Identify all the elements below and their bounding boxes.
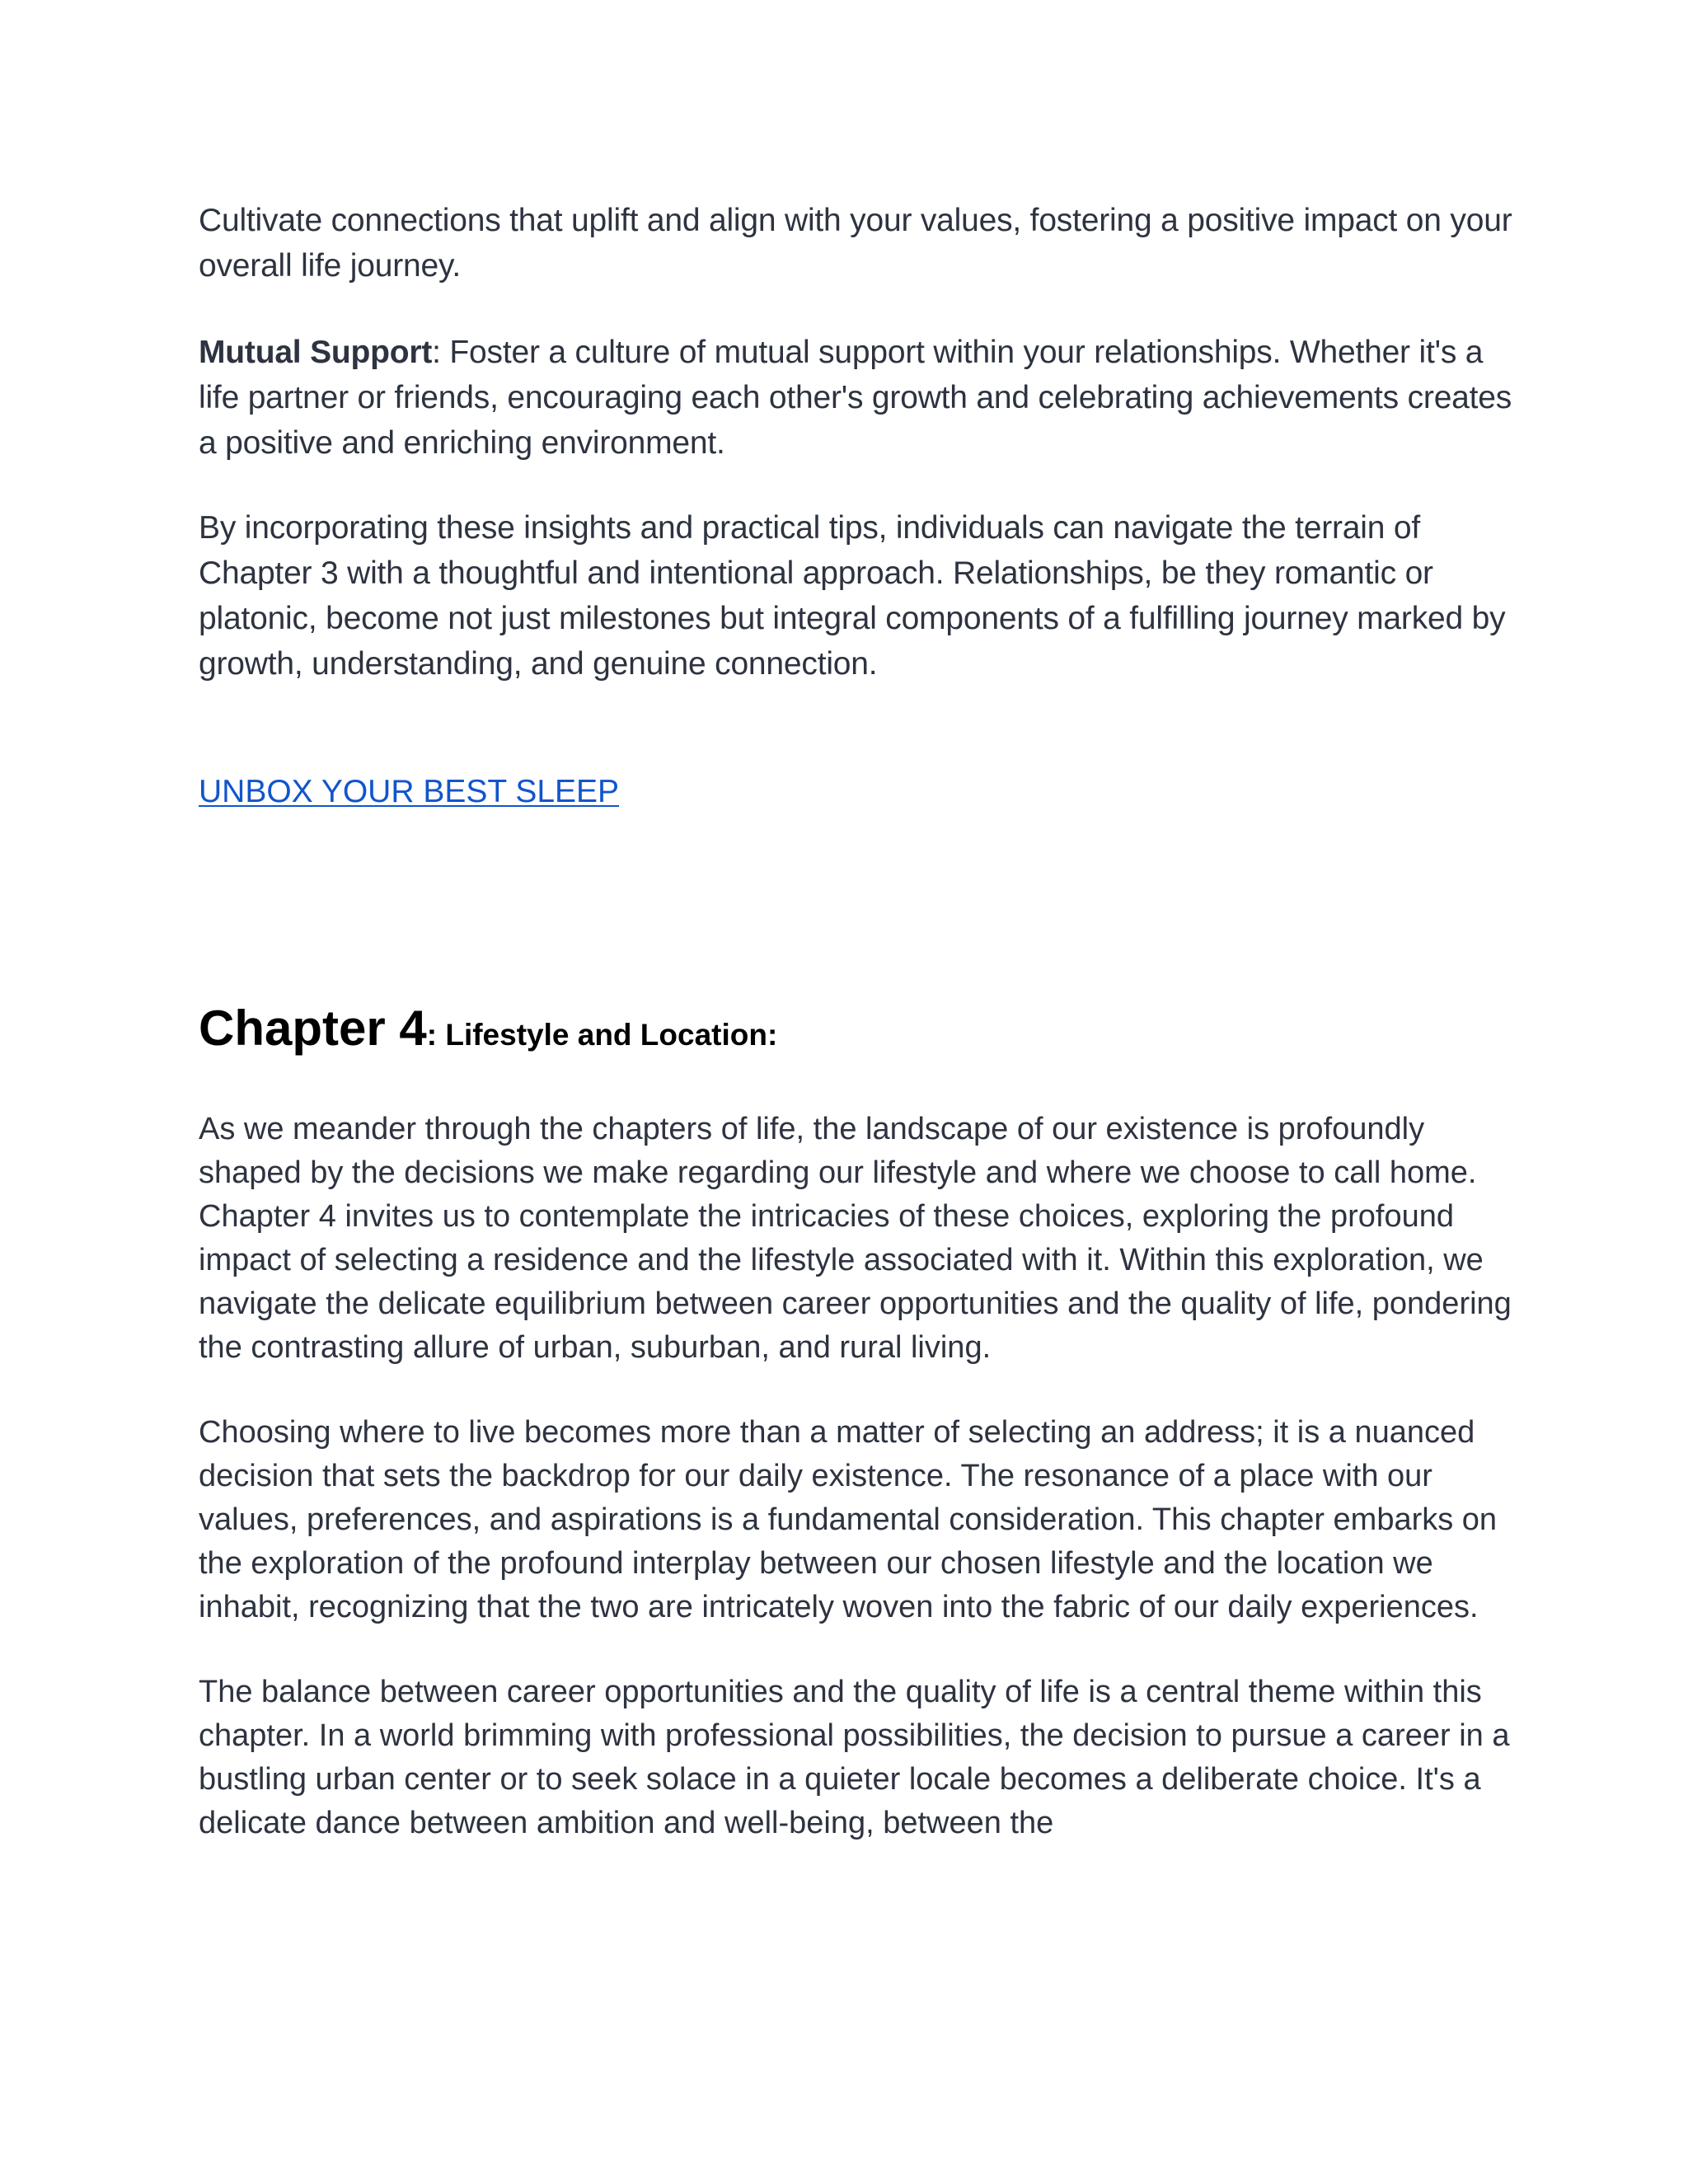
conclusion-paragraph: By incorporating these insights and practical tips, individuals can navigate the terrain of Chapter 3 with a thoughtful and intentional approach. Relationships, be they romantic or platonic, become not just milestones but integral components of a fulfilling journey marked by growth, understanding, and genuine connection. [199,510,1506,682]
mutual-support-text: : Foster a culture of mutual support within your relationships. Whether it's a life partner or friends, encouraging each other's growth and celebrating achievements creates a positive and enriching environment. [199,335,1512,461]
mutual-support-paragraph [199,330,1517,466]
chapter-paragraph: As we meander through the chapters of life, the landscape of our existence is profoundly shaped by the decisions we make regarding our lifestyle and where we choose to call home. Chapter 4 invites us to contemplate the intricacies of these choices, exploring the profound impact of selecting a residence and the lifestyle associated with it. Within this exploration, we navigate the delicate equilibrium between career opportunities and the quality of life, pondering the contrasting allure of urban, suburban, and rural living. [199,1112,1512,1365]
chapter-heading [199,996,1517,1075]
promo-link-container [199,769,1517,814]
page-content [199,198,1517,1845]
chapter-number: Chapter 4 [199,1001,427,1056]
mutual-support-term: Mutual Support [199,335,433,370]
intro-paragraph: Cultivate connections that uplift and align with your values, fostering a positive impact on your overall life journey. [199,203,1512,284]
chapter-paragraph: The balance between career opportunities and the quality of life is a central theme within this chapter. In a world brimming with professional possibilities, the decision to pursue a career in a bustling urban center or to seek solace in a quieter locale becomes a deliberate choice. It's a delicate dance between ambition and well-being, between the [199,1675,1510,1840]
unbox-sleep-link[interactable]: UNBOX YOUR BEST SLEEP [199,774,620,809]
chapter-subtitle: : Lifestyle and Location: [426,1018,778,1052]
chapter-paragraph: Choosing where to live becomes more than a matter of selecting an address; it is a nuanced decision that sets the backdrop for our daily existence. The resonance of a place with our values, preferences, and aspirations is a fundamental consideration. This chapter embarks on the exploration of the profound interplay between our chosen lifestyle and the location we inhabit, recognizing that the two are intricately woven into the fabric of our daily experiences. [199,1415,1498,1624]
